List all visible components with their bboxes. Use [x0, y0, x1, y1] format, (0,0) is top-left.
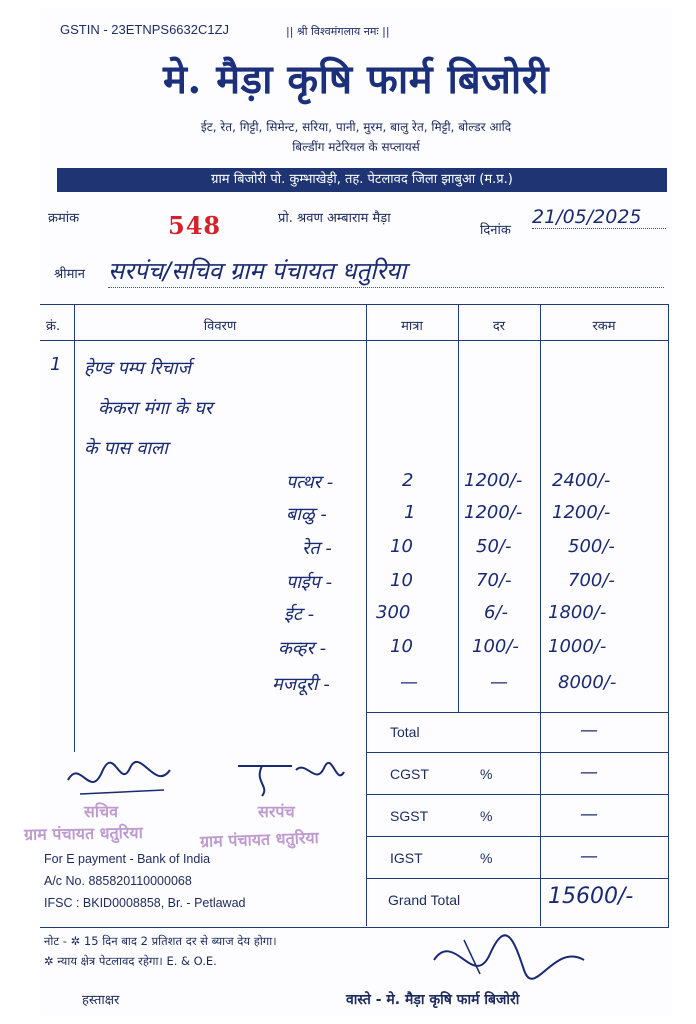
row-item: मजदूरी -	[272, 674, 330, 695]
work-line: के पास वाला	[84, 438, 168, 459]
igst-value: —	[580, 846, 598, 867]
sgst-percent: %	[480, 808, 493, 824]
row-qty: 300	[376, 602, 411, 623]
supplier-line: बिल्डींग मटेरियल के सप्लायर्स	[292, 140, 420, 154]
bill-sheet	[23, 8, 672, 1016]
grand-total-value: 15600/-	[548, 884, 634, 909]
totals-rule	[366, 794, 668, 795]
address-band: ग्राम बिजोरी पो. कुम्भाखेड़ी, तह. पेटलावद जिला झाबुआ (म.प्र.)	[57, 168, 667, 192]
cgst-percent: %	[480, 766, 493, 782]
col-qty-divider	[458, 304, 459, 712]
col-rate-divider	[540, 304, 541, 926]
firm-signature	[424, 930, 594, 990]
totals-rule	[366, 836, 668, 837]
sachiv-stamp: सचिव	[84, 802, 119, 821]
row-amount: 8000/-	[558, 672, 617, 693]
grand-total-label: Grand Total	[388, 892, 461, 908]
firm-name: मे. मैड़ा कृषि फार्म बिजोरी	[162, 56, 549, 103]
date-label: दिनांक	[480, 223, 511, 238]
row-item: रेत -	[302, 538, 332, 559]
row-amount: 500/-	[568, 536, 615, 557]
serial-label: क्रमांक	[48, 211, 80, 226]
totals-top-rule	[366, 712, 668, 713]
row-rate: —	[490, 672, 508, 693]
sarpanch-stamp: सरपंच	[258, 802, 295, 821]
row-amount: 2400/-	[552, 470, 611, 491]
sarpanch-signature	[232, 756, 352, 802]
row-rate: 70/-	[476, 570, 512, 591]
igst-percent: %	[480, 850, 493, 866]
row-amount: 700/-	[568, 570, 615, 591]
row-amount: 1800/-	[548, 602, 607, 623]
bank-ifsc: IFSC : BKID0008858, Br. - Petlawad	[44, 896, 246, 910]
col-sno-divider	[74, 304, 75, 752]
totals-rule	[366, 752, 668, 753]
gstin: GSTIN - 23ETNPS6632C1ZJ	[60, 22, 230, 37]
header-description: विवरण	[203, 319, 237, 334]
row-rate: 50/-	[476, 536, 512, 557]
work-line: हेण्ड पम्प रिचार्ज	[84, 358, 191, 379]
row-amount: 1000/-	[548, 636, 607, 657]
row-item: ईट -	[284, 604, 315, 625]
customer-label: श्रीमान	[54, 267, 85, 282]
total-value: —	[580, 720, 598, 741]
sgst-value: —	[580, 804, 598, 825]
sgst-label: SGST	[390, 808, 429, 824]
date-value: 21/05/2025	[532, 206, 666, 229]
row-qty: 2	[402, 470, 414, 491]
cgst-label: CGST	[390, 766, 429, 782]
row-rate: 1200/-	[464, 470, 523, 491]
panchayat-stamp: ग्राम पंचायत धतुरिया	[199, 827, 320, 852]
customer-value: सरपंच/सचिव ग्राम पंचायत धतुरिया	[108, 254, 664, 288]
jurisdiction-note: ✲ न्याय क्षेत्र पेटलावद रहेगा। E. & O.E.	[44, 954, 217, 968]
row-qty: —	[400, 672, 418, 693]
item-serial: 1	[50, 354, 62, 375]
panchayat-stamp: ग्राम पंचायत धतुरिया	[23, 822, 143, 845]
mantra: || श्री विश्वमंगलाय नमः ||	[286, 25, 390, 38]
totals-rule	[366, 878, 668, 879]
row-item: पत्थर -	[286, 472, 334, 493]
row-amount: 1200/-	[552, 502, 611, 523]
igst-label: IGST	[390, 850, 423, 866]
work-line: केकरा मंगा के घर	[98, 398, 213, 419]
bank-name: For E payment - Bank of India	[44, 852, 211, 866]
row-qty: 10	[390, 570, 413, 591]
serial-number: 548	[168, 211, 222, 240]
total-label: Total	[390, 724, 420, 740]
materials-line: ईट, रेत, गिट्टी, सिमेन्ट, सरिया, पानी, मुरम, बालु रेत, मिट्टी, बोल्डर आदि	[200, 120, 512, 134]
proprietor: प्रो. श्रवण अम्बाराम मैड़ा	[278, 211, 391, 226]
row-qty: 10	[390, 636, 413, 657]
header-divider	[40, 340, 668, 341]
interest-note: नोट - ✲ 15 दिन बाद 2 प्रतिशत दर से ब्याज देय होगा।	[44, 934, 277, 948]
header-rate: दर	[492, 319, 506, 334]
bank-account: A/c No. 885820110000068	[44, 874, 192, 888]
signature-label: हस्ताक्षर	[82, 993, 120, 1008]
row-item: पाईप -	[286, 572, 333, 593]
row-item: बाळु -	[286, 504, 327, 525]
row-qty: 1	[404, 502, 416, 523]
sachiv-signature	[60, 750, 180, 810]
row-item: कव्हर -	[278, 638, 327, 659]
cgst-value: —	[580, 762, 598, 783]
col-desc-divider	[366, 304, 367, 926]
row-rate: 100/-	[472, 636, 519, 657]
row-rate: 6/-	[484, 602, 509, 623]
for-firm: वास्ते - मे. मैड़ा कृषि फार्म बिजोरी	[346, 992, 520, 1008]
row-rate: 1200/-	[464, 502, 523, 523]
header-sno: क्रं.	[46, 319, 61, 334]
row-qty: 10	[390, 536, 413, 557]
header-qty: मात्रा	[401, 319, 423, 334]
header-amount: रकम	[592, 319, 616, 334]
